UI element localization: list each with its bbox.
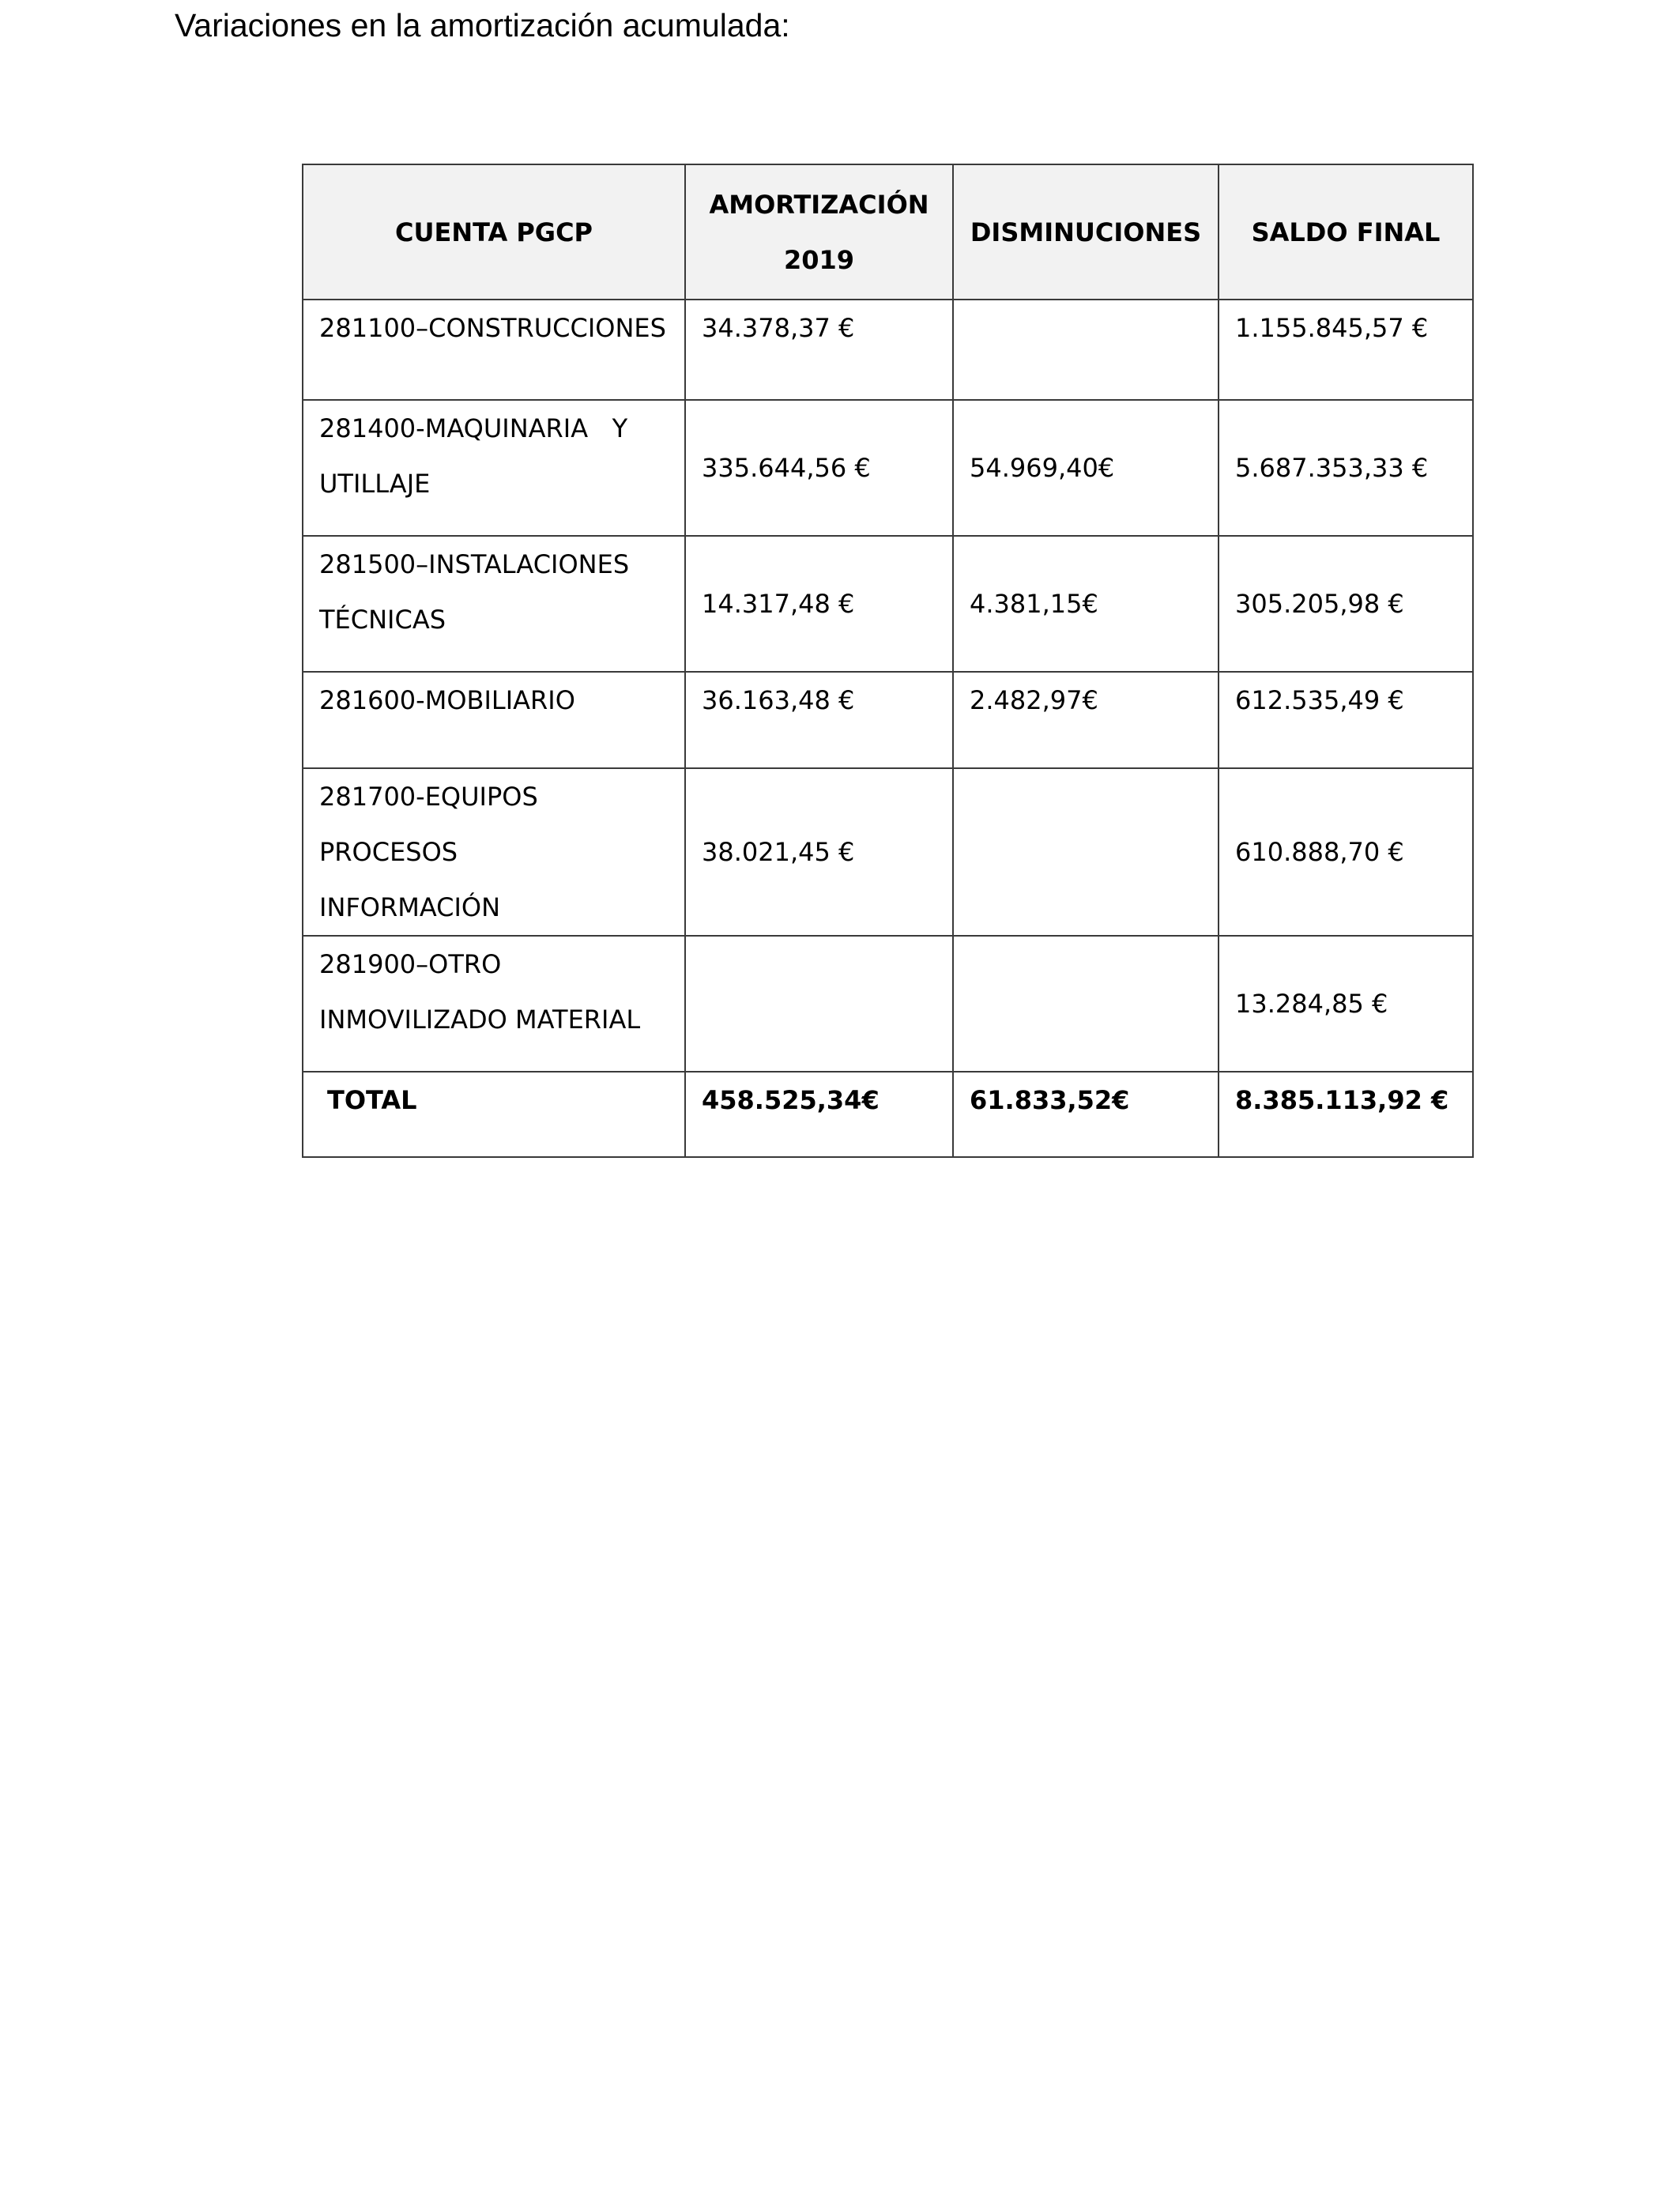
cell-disminuciones: 2.482,97€ <box>953 672 1219 768</box>
cell-cuenta <box>303 672 685 768</box>
cell-saldo-final: 13.284,85 € <box>1219 936 1473 1072</box>
cell-saldo-final: 305.205,98 € <box>1219 536 1473 672</box>
cuenta-line2: INFORMACIÓN <box>319 892 501 922</box>
table-row <box>303 672 1473 768</box>
table-row <box>303 300 1473 400</box>
cell-disminuciones: 4.381,15€ <box>953 536 1219 672</box>
cuenta-line1: 281700-EQUIPOS PROCESOS <box>319 782 538 867</box>
table-row <box>303 936 1473 1072</box>
header-amortizacion <box>685 164 953 300</box>
cell-cuenta <box>303 400 685 536</box>
header-disminuciones: DISMINUCIONES <box>953 164 1219 300</box>
total-label: TOTAL <box>303 1072 685 1157</box>
cuenta-line1: 281400-MAQUINARIA Y <box>319 413 628 443</box>
cell-saldo-final: 1.155.845,57 € <box>1219 300 1473 400</box>
cell-amortizacion: 335.644,56 € <box>685 400 953 536</box>
cell-saldo-final: 610.888,70 € <box>1219 768 1473 936</box>
cuenta-line1: 281900–OTRO <box>319 949 502 979</box>
header-cuenta: CUENTA PGCP <box>303 164 685 300</box>
cell-amortizacion: 38.021,45 € <box>685 768 953 936</box>
cuenta-line1: 281600-MOBILIARIO <box>319 685 575 715</box>
total-disminuciones: 61.833,52€ <box>953 1072 1219 1157</box>
cell-saldo-final: 612.535,49 € <box>1219 672 1473 768</box>
cell-cuenta <box>303 536 685 672</box>
header-amortizacion-line2: 2019 <box>783 244 855 275</box>
page-heading: Variaciones en la amortización acumulada: <box>175 7 790 43</box>
cell-saldo-final: 5.687.353,33 € <box>1219 400 1473 536</box>
table-row <box>303 536 1473 672</box>
cuenta-line2: TÉCNICAS <box>319 605 446 635</box>
cell-cuenta <box>303 300 685 400</box>
cuenta-line1: 281100–CONSTRUCCIONES <box>319 313 666 343</box>
cell-cuenta <box>303 768 685 936</box>
cell-disminuciones <box>953 300 1219 400</box>
amortization-table <box>302 164 1474 1158</box>
table-row <box>303 768 1473 936</box>
cuenta-line1: 281500–INSTALACIONES <box>319 549 630 579</box>
table-row <box>303 400 1473 536</box>
header-saldo-final: SALDO FINAL <box>1219 164 1473 300</box>
cuenta-line2: UTILLAJE <box>319 469 431 499</box>
cell-disminuciones <box>953 936 1219 1072</box>
cell-amortizacion: 36.163,48 € <box>685 672 953 768</box>
total-saldo-final: 8.385.113,92 € <box>1219 1072 1473 1157</box>
table-header-row <box>303 164 1473 300</box>
header-amortizacion-line1: AMORTIZACIÓN <box>709 189 929 220</box>
cell-disminuciones: 54.969,40€ <box>953 400 1219 536</box>
cell-disminuciones <box>953 768 1219 936</box>
cell-amortizacion <box>685 936 953 1072</box>
cell-cuenta <box>303 936 685 1072</box>
table-total-row <box>303 1072 1473 1157</box>
cell-amortizacion: 14.317,48 € <box>685 536 953 672</box>
total-amortizacion: 458.525,34€ <box>685 1072 953 1157</box>
cell-amortizacion: 34.378,37 € <box>685 300 953 400</box>
cuenta-line2: INMOVILIZADO MATERIAL <box>319 1005 641 1035</box>
